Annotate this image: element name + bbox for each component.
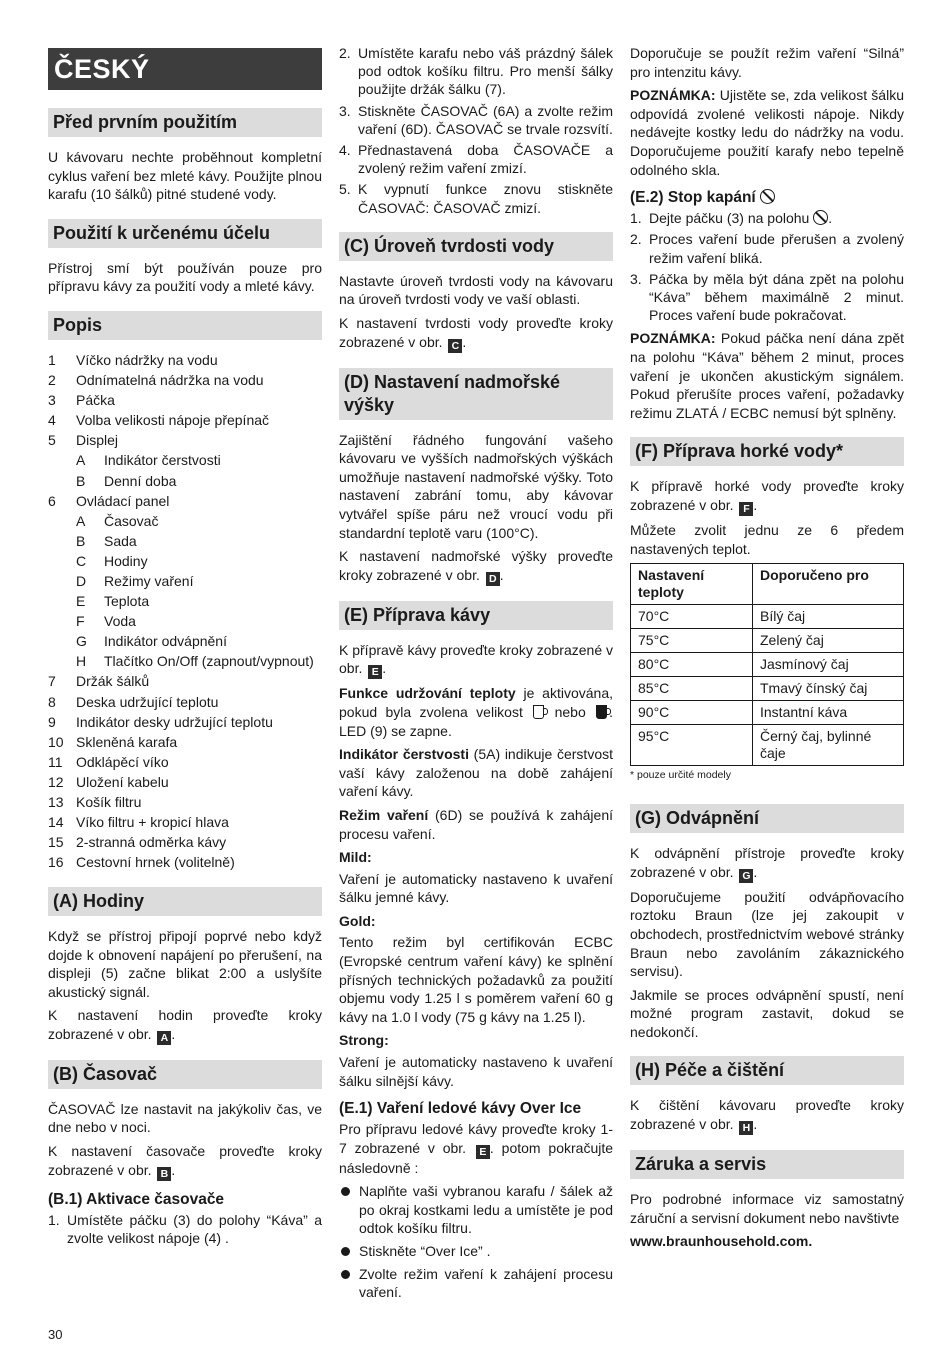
column-1 bbox=[48, 44, 322, 1252]
timer-text-1: ČASOVAČ lze nastavit na jakýkoliv čas, ve dne nebo v noci. bbox=[48, 1100, 322, 1136]
description-item-number: 7 bbox=[48, 673, 56, 690]
stop-drip-steps bbox=[630, 209, 904, 324]
hardness-text-1: Nastavte úroveň tvrdosti vody na kávovaru na úroveň tvrdosti vody ve vaší oblasti. bbox=[339, 272, 613, 308]
description-item bbox=[48, 552, 322, 571]
description-item bbox=[48, 813, 322, 832]
timer-step: 2. Umístěte karafu nebo váš prázdný šálek pod odtok košíku filtru. Pro menší šálky použijte držák šálku (7). bbox=[339, 45, 613, 98]
description-item-number: 8 bbox=[48, 693, 56, 710]
timer-step-text: K vypnutí funkce znovu stiskněte ČASOVAČ: ČASOVAČ zmizí. bbox=[358, 181, 613, 216]
description-item-number: E bbox=[76, 593, 86, 610]
description-item bbox=[48, 472, 322, 491]
description-item bbox=[48, 853, 322, 872]
description-item-label: Ovládací panel bbox=[76, 492, 170, 509]
recommendation-cell: Černý čaj, bylinné čaje bbox=[753, 725, 904, 766]
description-list bbox=[48, 351, 322, 872]
timer-steps-1 bbox=[48, 1211, 322, 1247]
description-item-number: 10 bbox=[48, 733, 64, 750]
description-item bbox=[48, 753, 322, 772]
timer-step: 3. Stiskněte ČASOVAČ (6A) a zvolte režim vaření (6D). ČASOVAČ se trvale rozsvítí. bbox=[339, 102, 613, 137]
iced-bullets bbox=[339, 1182, 613, 1301]
intended-use-heading: Použití k určenému účelu bbox=[48, 219, 322, 248]
stop-drip-step: 1. Dejte páčku (3) na polohu . bbox=[630, 210, 833, 227]
no-drip-icon bbox=[760, 189, 775, 204]
description-item-number: C bbox=[76, 552, 87, 569]
description-item bbox=[48, 411, 322, 430]
stop-drip-step-text: Dejte páčku (3) na polohu bbox=[649, 210, 810, 227]
iced-bullet: Stiskněte “Over Ice” . bbox=[339, 1242, 613, 1260]
keep-warm-text bbox=[339, 684, 613, 740]
description-item-label: Cestovní hrnek (volitelně) bbox=[76, 854, 235, 871]
figure-ref-e2: E bbox=[476, 1145, 490, 1159]
descale-text-1: K odvápnění přístroje proveďte kroky zobrazené v obr. G . bbox=[630, 845, 904, 882]
figure-ref-a: A bbox=[157, 1031, 171, 1045]
recommendation-cell: Jasmínový čaj bbox=[753, 653, 904, 677]
description-item-number: 2 bbox=[48, 372, 56, 389]
stop-drip-step: 3. Páčka by měla být dána zpět na polohu “Káva” během maximálně 2 minut. Proces vaření bude pokračovat. bbox=[630, 270, 904, 324]
temperature-cell: 80°C bbox=[631, 653, 753, 677]
iced-heading: (E.1) Vaření ledové kávy Over Ice bbox=[339, 1100, 582, 1118]
description-item-number: 9 bbox=[48, 713, 56, 730]
intended-use-text: Přístroj smí být používán pouze pro přípravu kávy za použití vody a mleté kávy. bbox=[48, 259, 322, 295]
timer-step-text: Přednastavená doba ČASOVAČE a zvolený režim vaření zmizí. bbox=[358, 142, 613, 177]
hot-water-text-1-body: K přípravě horké vody proveďte kroky zobrazené v obr. bbox=[630, 478, 904, 513]
description-item-label: Hodiny bbox=[104, 552, 148, 569]
recommendation-cell: Zelený čaj bbox=[753, 629, 904, 653]
timer-steps-2 bbox=[339, 44, 613, 217]
description-item-label: Odklápěcí víko bbox=[76, 753, 169, 770]
description-item-number: 11 bbox=[48, 753, 63, 770]
description-item bbox=[48, 773, 322, 792]
brew-mode-label: Režim vaření bbox=[339, 806, 429, 823]
description-item bbox=[48, 713, 322, 732]
description-item-number: 13 bbox=[48, 794, 64, 811]
description-item-label: Displej bbox=[76, 432, 119, 449]
description-item bbox=[48, 451, 322, 470]
stop-drip-step-text: Páčka by měla být dána zpět na polohu “Káva” během maximálně 2 minut. Proces vaření bude pokračovat. bbox=[649, 270, 904, 324]
column-3 bbox=[630, 44, 904, 1249]
description-heading: Popis bbox=[48, 311, 322, 340]
description-item-label: Uložení kabelu bbox=[76, 773, 169, 790]
figure-ref-d: D bbox=[486, 572, 500, 586]
description-item-number: 16 bbox=[48, 854, 64, 871]
table-footnote: * pouze určité modely bbox=[630, 769, 731, 782]
table-row bbox=[631, 701, 904, 725]
altitude-heading: (D) Nastavení nadmořské výšky bbox=[339, 368, 613, 420]
warranty-text: Pro podrobné informace viz samostatný záruční a servisní dokument nebo navštivte bbox=[630, 1191, 904, 1226]
description-item-label: Sada bbox=[104, 532, 137, 549]
gold-label: Gold: bbox=[339, 912, 376, 929]
table-row bbox=[631, 677, 904, 701]
description-item bbox=[48, 833, 322, 852]
description-item bbox=[48, 572, 322, 591]
keep-warm-text-b: nebo bbox=[554, 703, 586, 720]
care-text-body: K čištění kávovaru proveďte kroky zobrazené v obr. bbox=[630, 1097, 904, 1133]
description-item-number: H bbox=[76, 653, 87, 670]
figure-ref-h: H bbox=[739, 1121, 753, 1135]
timer-step-text: Umístěte karafu nebo váš prázdný šálek pod odtok košíku filtru. Pro menší šálky použijte držák šálku (7). bbox=[358, 45, 613, 98]
iced-bullet: Naplňte vaši vybranou karafu / šálek až po okraj kostkami ledu a umístěte je pod odtok košíku filtru. bbox=[339, 1182, 613, 1237]
description-item-label: Víčko nádržky na vodu bbox=[76, 351, 218, 368]
description-item-number: B bbox=[76, 472, 86, 489]
description-item-number: 6 bbox=[48, 492, 56, 509]
altitude-text-1: Zajištění řádného fungování vašeho kávovaru ve vyšších nadmořských výškách umožňuje nastavení nadmořské výšky. Toto nastavení zabrání tomu, aby kávovar vytvářel spíše páru než vroucí vodu při standardní teplotě varu (100°C). bbox=[339, 431, 613, 541]
stop-drip-note-body: Pokud páčka není dána zpět na polohu “Káva” během 2 minut, proces vaření je ukončen akustickým signálem. Pokud přerušíte proces vaření, požadavky režimu ZLATÁ / ECBC nemusí být splněny. bbox=[630, 330, 904, 421]
temperature-cell: 75°C bbox=[631, 629, 753, 653]
iced-text-1b: . potom pokračujte následovně : bbox=[339, 1139, 614, 1176]
stop-drip-note-label: POZNÁMKA: bbox=[630, 330, 716, 347]
freshness-label: Indikátor čerstvosti bbox=[339, 746, 469, 763]
strong-label: Strong: bbox=[339, 1032, 389, 1049]
brew-mode-text bbox=[339, 806, 613, 843]
mild-label: Mild: bbox=[339, 849, 372, 866]
description-item bbox=[48, 672, 322, 691]
altitude-text-2: K nastavení nadmořské výšky proveďte kroky zobrazené v obr. D . bbox=[339, 548, 613, 585]
description-item bbox=[48, 512, 322, 531]
description-item-label: Páčka bbox=[76, 392, 115, 409]
description-item-label: Režimy vaření bbox=[104, 573, 194, 589]
iced-note-body: Ujistěte se, zda velikost šálku odpovídá zvolené velikosti nápoje. Nikdy nedávejte kostky ledu do nádržky na vodu. Doporučujeme použití karafy nebo tepelně odolného skla. bbox=[630, 87, 904, 178]
hardness-heading: (C) Úroveň tvrdosti vody bbox=[339, 232, 613, 261]
description-item-label: Deska udržující teplotu bbox=[76, 693, 219, 710]
warranty-heading: Záruka a servis bbox=[630, 1150, 904, 1179]
description-item bbox=[48, 632, 322, 651]
clock-text-2: K nastavení hodin proveďte kroky zobrazené v obr. A . bbox=[48, 1007, 322, 1044]
description-item-number: 5 bbox=[48, 432, 56, 449]
mild-text: Vaření je automaticky nastaveno k uvaření šálku jemné kávy. bbox=[339, 870, 613, 906]
timer-heading: (B) Časovač bbox=[48, 1060, 322, 1089]
descale-text-3: Jakmile se proces odvápnění spustí, není možné program zastavit, dokud se nedokončí. bbox=[630, 986, 904, 1040]
description-item-label: Volba velikosti nápoje přepínač bbox=[76, 412, 270, 429]
coffee-text-1-body: K přípravě kávy proveďte kroky zobrazené v obr. bbox=[339, 641, 613, 677]
temperature-table bbox=[630, 563, 904, 766]
description-item-number: F bbox=[76, 613, 85, 630]
description-item bbox=[48, 793, 322, 812]
description-item-number: 1 bbox=[48, 351, 56, 368]
timer-step: 5. K vypnutí funkce znovu stiskněte ČASOVAČ: ČASOVAČ zmizí. bbox=[339, 181, 613, 216]
coffee-text-1: K přípravě kávy proveďte kroky zobrazené v obr. E . bbox=[339, 641, 613, 679]
description-item bbox=[48, 612, 322, 631]
brew-mode-body: (6D) se používá k zahájení procesu vaření. bbox=[339, 806, 614, 842]
table-row bbox=[631, 629, 904, 653]
descale-text-2: Doporučujeme použití odvápňovacího roztoku Braun (lze jej zakoupit v obchodech, prostřednictvím webové stránky Braun nebo zavoláním zákaznického servisu). bbox=[630, 888, 904, 980]
before-first-use-text: U kávovaru nechte proběhnout kompletní cyklus vaření bez mleté kávy. Použijte plnou karafu (10 šálků) pitné studené vody. bbox=[48, 149, 322, 203]
description-item bbox=[48, 652, 322, 671]
care-text: K čištění kávovaru proveďte kroky zobrazené v obr. H . bbox=[630, 1097, 904, 1135]
keep-warm-text-a: je aktivována, pokud byla zvolena velikost bbox=[339, 685, 613, 720]
website-link[interactable]: www.braunhousehold.com. bbox=[630, 1233, 813, 1250]
description-item-number: B bbox=[76, 532, 86, 549]
figure-ref-g: G bbox=[739, 869, 753, 883]
description-item-label: Odnímatelná nádržka na vodu bbox=[76, 372, 264, 389]
description-item bbox=[48, 693, 322, 712]
description-item-number: 3 bbox=[48, 392, 56, 409]
timer-activation-heading: (B.1) Aktivace časovače bbox=[48, 1190, 225, 1208]
strong-text: Vaření je automaticky nastaveno k uvaření šálku silnější kávy. bbox=[339, 1054, 613, 1089]
description-item bbox=[48, 592, 322, 611]
timer-text-2: K nastavení časovače proveďte kroky zobrazené v obr. B . bbox=[48, 1143, 322, 1180]
table-header-row bbox=[631, 564, 904, 605]
figure-ref-c: C bbox=[448, 339, 462, 353]
small-cup-icon bbox=[533, 705, 544, 719]
temperature-cell: 95°C bbox=[631, 725, 753, 766]
hot-water-text-1: K přípravě horké vody proveďte kroky zobrazené v obr. F . bbox=[630, 478, 904, 515]
recommendation-cell: Tmavý čínský čaj bbox=[753, 677, 904, 701]
before-first-use-heading: Před prvním použitím bbox=[48, 108, 322, 137]
description-item bbox=[48, 391, 322, 410]
table-header-cell: Doporučeno pro bbox=[753, 564, 904, 605]
hot-water-heading: (F) Příprava horké vody* bbox=[630, 437, 904, 466]
description-item bbox=[48, 431, 322, 450]
description-item-label: Teplota bbox=[104, 593, 150, 610]
timer-step-text: Umístěte páčku (3) do polohy “Káva” a zvolte velikost nápoje (4) . bbox=[67, 1211, 322, 1246]
description-item-number: 12 bbox=[48, 773, 64, 790]
descale-heading: (G) Odvápnění bbox=[630, 804, 904, 833]
figure-ref-f: F bbox=[739, 502, 753, 516]
gold-text: Tento režim byl certifikován ECBC (Evropské centrum vaření kávy) ke splnění přísných technických požadavků za použití objemu vody 1.25 l s poměrem vaření 60 g kávy na 1.0 l vody (75 g kávy na 1.25 l). bbox=[339, 934, 613, 1025]
description-item-label: Časovač bbox=[104, 512, 159, 529]
description-item-label: Indikátor odvápnění bbox=[104, 633, 227, 650]
description-item bbox=[48, 733, 322, 752]
table-row bbox=[631, 653, 904, 677]
large-cup-icon bbox=[596, 705, 607, 719]
timer-step: 4. Přednastavená doba ČASOVAČE a zvolený režim vaření zmizí. bbox=[339, 142, 613, 177]
descale-text-1-body: K odvápnění přístroje proveďte kroky zobrazené v obr. bbox=[630, 845, 904, 880]
clock-heading: (A) Hodiny bbox=[48, 887, 322, 916]
description-item bbox=[48, 532, 322, 551]
hardness-text-2: K nastavení tvrdosti vody proveďte kroky zobrazené v obr. C . bbox=[339, 315, 613, 352]
freshness-text bbox=[339, 745, 613, 801]
temperature-cell: 85°C bbox=[631, 677, 753, 701]
description-item-label: 2-stranná odměrka kávy bbox=[76, 834, 227, 851]
hardness-text-2-body: K nastavení tvrdosti vody proveďte kroky zobrazené v obr. bbox=[339, 315, 613, 350]
stop-drip-heading bbox=[630, 188, 904, 207]
iced-text-1a: Pro přípravu ledové kávy proveďte kroky 1-7 zobrazené v obr. bbox=[339, 1121, 613, 1156]
no-drip-icon bbox=[813, 210, 828, 225]
description-item-number: D bbox=[76, 573, 87, 589]
description-item-number: 15 bbox=[48, 834, 64, 851]
iced-note-label: POZNÁMKA: bbox=[630, 87, 716, 104]
page-number: 30 bbox=[48, 1327, 63, 1342]
description-item-number: 14 bbox=[48, 814, 64, 831]
recommendation-cell: Bílý čaj bbox=[753, 605, 904, 629]
altitude-text-2-body: K nastavení nadmořské výšky proveďte kroky zobrazené v obr. bbox=[339, 548, 613, 583]
description-item-label: Tlačítko On/Off (zapnout/vypnout) bbox=[104, 653, 314, 670]
description-item-label: Indikátor desky udržující teplotu bbox=[76, 713, 273, 730]
temperature-cell: 90°C bbox=[631, 701, 753, 725]
recommendation-cell: Instantní káva bbox=[753, 701, 904, 725]
description-item-number: 4 bbox=[48, 412, 56, 429]
description-item-number: A bbox=[76, 512, 86, 529]
keep-warm-text-c: . LED (9) se zapne. bbox=[339, 703, 614, 739]
care-heading: (H) Péče a čištění bbox=[630, 1056, 904, 1085]
hot-water-text-2: Můžete zvolit jednu ze 6 předem nastavených teplot. bbox=[630, 521, 904, 557]
iced-note bbox=[630, 86, 904, 179]
keep-warm-label: Funkce udržování teploty bbox=[339, 685, 516, 702]
description-item bbox=[48, 492, 322, 511]
description-item-label: Víko filtru + kropicí hlava bbox=[76, 814, 229, 831]
timer-step-text: Stiskněte ČASOVAČ (6A) a zvolte režim vaření (6D). ČASOVAČ se trvale rozsvítí. bbox=[358, 102, 613, 137]
iced-text-1 bbox=[339, 1120, 613, 1177]
freshness-body: (5A) indikuje čerstvost vaší kávy založenou na době zahájení vaření kávy. bbox=[339, 746, 614, 800]
description-item bbox=[48, 351, 322, 370]
description-item-label: Denní doba bbox=[104, 472, 177, 489]
description-item-label: Držák šálků bbox=[76, 673, 150, 690]
table-row bbox=[631, 725, 904, 766]
clock-text-1: Když se přístroj připojí poprvé nebo když dojde k obnovení napájení po přerušení, na displeji (5) začne blikat 2:00 a uslyšíte akustický signál. bbox=[48, 927, 322, 1000]
iced-recommendation: Doporučuje se použít režim vaření “Silná” pro intenzitu kávy. bbox=[630, 45, 904, 80]
figure-ref-e: E bbox=[368, 665, 382, 679]
table-header-cell: Nastavení teploty bbox=[631, 564, 753, 605]
description-item-label: Skleněná karafa bbox=[76, 733, 178, 750]
coffee-heading: (E) Příprava kávy bbox=[339, 601, 613, 630]
clock-text-2-body: K nastavení hodin proveďte kroky zobrazené v obr. bbox=[48, 1007, 322, 1042]
iced-bullet: Zvolte režim vaření k zahájení procesu vaření. bbox=[339, 1265, 613, 1301]
column-2 bbox=[339, 44, 613, 1307]
description-item-label: Košík filtru bbox=[76, 794, 142, 811]
table-row bbox=[631, 605, 904, 629]
timer-step: 1. Umístěte páčku (3) do polohy “Káva” a zvolte velikost nápoje (4) . bbox=[48, 1211, 322, 1246]
description-item-label: Indikátor čerstvosti bbox=[104, 452, 221, 469]
stop-drip-title: (E.2) Stop kapání bbox=[630, 189, 756, 207]
figure-ref-b: B bbox=[157, 1167, 171, 1181]
stop-drip-step: 2. Proces vaření bude přerušen a zvolený režim vaření bliká. bbox=[630, 231, 904, 266]
temperature-cell: 70°C bbox=[631, 605, 753, 629]
description-item bbox=[48, 371, 322, 390]
stop-drip-note bbox=[630, 329, 904, 422]
language-header: ČESKÝ bbox=[48, 48, 322, 90]
description-item-number: G bbox=[76, 633, 87, 650]
description-item-label: Voda bbox=[104, 613, 136, 630]
description-item-number: A bbox=[76, 452, 86, 469]
timer-text-2-body: K nastavení časovače proveďte kroky zobrazené v obr. bbox=[48, 1143, 322, 1178]
stop-drip-step-text: Proces vaření bude přerušen a zvolený režim vaření bliká. bbox=[649, 231, 904, 266]
